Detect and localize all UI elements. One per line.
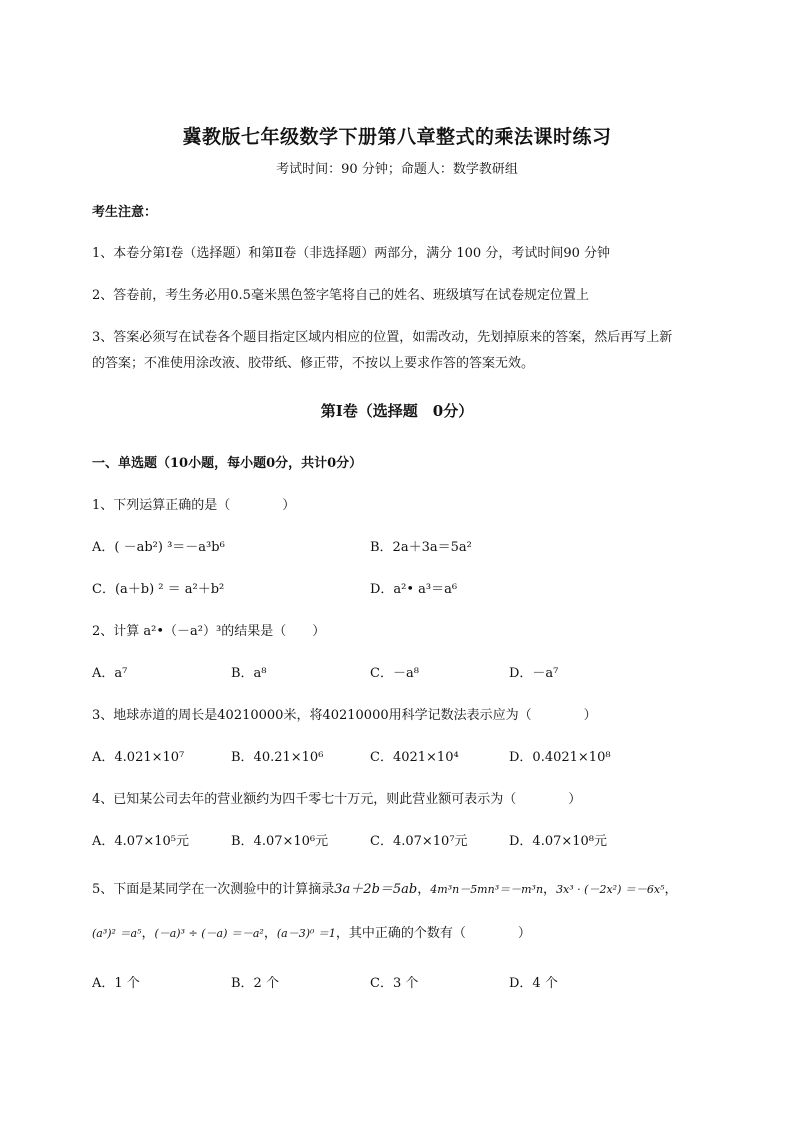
question-5-option-c[interactable]: C．3 个 bbox=[370, 976, 419, 991]
notice-heading: 考生注意： bbox=[92, 205, 158, 220]
question-2-option-c[interactable]: C．－a⁸ bbox=[370, 666, 419, 681]
question-1-option-a[interactable]: A．( －ab²) ³＝－a³b⁶ bbox=[92, 540, 225, 555]
exam-title: 冀教版七年级数学下册第八章整式的乘法课时练习 bbox=[182, 126, 612, 148]
question-3-option-a[interactable]: A．4.021×10⁷ bbox=[92, 750, 185, 765]
question-1-option-d[interactable]: D．a²• a³＝a⁶ bbox=[370, 582, 458, 597]
question-5-option-a[interactable]: A．1 个 bbox=[92, 976, 140, 991]
part-heading: 一、单选题（10小题，每小题0分，共计0分） bbox=[92, 456, 363, 471]
notice-item-2: 2、答卷前，考生务必用0.5毫米黑色签字笔将自己的姓名、班级填写在试卷规定位置上 bbox=[92, 288, 589, 303]
question-1-stem: 1、下列运算正确的是（ ） bbox=[92, 498, 296, 513]
question-4-option-d[interactable]: D．4.07×10⁸元 bbox=[509, 834, 608, 849]
question-5-stem-suffix: ，其中正确的个数有（ ） bbox=[335, 926, 531, 941]
question-5-stem-prefix: 5、下面是某同学在一次测验中的计算摘录 bbox=[92, 882, 335, 897]
notice-item-3: 3、答案必须写在试卷各个题目指定区域内相应的位置，如需改动，先划掉原来的答案，然后再写上新 bbox=[92, 330, 673, 345]
question-5-expr-6: (a－3)⁰ ＝1 bbox=[276, 927, 336, 940]
question-3-stem: 3、地球赤道的周长是40210000米，将40210000用科学记数法表示应为（ ） bbox=[92, 708, 597, 723]
question-3-option-d[interactable]: D．0.4021×10⁸ bbox=[509, 750, 611, 765]
question-5-expr-1: 3a＋2b＝5ab bbox=[334, 882, 418, 897]
question-5-expr-4: (a³)² ＝a⁵ bbox=[92, 927, 142, 940]
question-2-option-d[interactable]: D．－a⁷ bbox=[509, 666, 559, 681]
question-5-stem-line-2: (a³)² ＝a⁵，(－a)³ ÷ (－a) ＝－a²，(a－3)⁰ ＝1，其中正确的个数有（ ） bbox=[92, 926, 531, 941]
question-5-option-d[interactable]: D．4 个 bbox=[509, 976, 558, 991]
exam-subtitle: 考试时间：90 分钟；命题人：数学教研组 bbox=[276, 162, 518, 177]
question-3-option-c[interactable]: C．4021×10⁴ bbox=[370, 750, 459, 765]
question-4-option-a[interactable]: A．4.07×10⁵元 bbox=[92, 834, 189, 849]
question-4-stem: 4、已知某公司去年的营业额约为四千零七十万元，则此营业额可表示为（ ） bbox=[92, 792, 582, 807]
question-5-expr-2: 4m³n－5mn³＝－m³n bbox=[430, 883, 544, 896]
question-1-option-c[interactable]: C．(a＋b) ² ＝ a²＋b² bbox=[92, 582, 225, 597]
question-2-stem: 2、计算 a²•（－a²）³的结果是（ ） bbox=[92, 624, 326, 639]
notice-item-1: 1、本卷分第Ⅰ卷（选择题）和第Ⅱ卷（非选择题）两部分，满分 100 分，考试时间90 分钟 bbox=[92, 246, 610, 261]
question-2-option-b[interactable]: B．a⁸ bbox=[231, 666, 267, 681]
question-2-option-a[interactable]: A．a⁷ bbox=[92, 666, 128, 681]
question-1-option-b[interactable]: B．2a＋3a＝5a² bbox=[370, 540, 472, 555]
question-5-expr-3: 3x³ · (－2x²) ＝－6x⁵ bbox=[556, 883, 665, 896]
question-5-stem-line-1: 5、下面是某同学在一次测验中的计算摘录3a＋2b＝5ab，4m³n－5mn³＝－m³n，3x³ · (－2x²) ＝－6x⁵， bbox=[92, 882, 678, 897]
section-title: 第Ⅰ卷（选择题 0分） bbox=[320, 402, 474, 420]
notice-item-3-cont: 的答案；不准使用涂改液、胶带纸、修正带，不按以上要求作答的答案无效。 bbox=[92, 356, 535, 371]
question-3-option-b[interactable]: B．40.21×10⁶ bbox=[231, 750, 324, 765]
question-4-option-b[interactable]: B．4.07×10⁶元 bbox=[231, 834, 329, 849]
question-5-expr-5: (－a)³ ÷ (－a) ＝－a² bbox=[154, 927, 264, 940]
question-5-option-b[interactable]: B．2 个 bbox=[231, 976, 279, 991]
question-4-option-c[interactable]: C．4.07×10⁷元 bbox=[370, 834, 468, 849]
